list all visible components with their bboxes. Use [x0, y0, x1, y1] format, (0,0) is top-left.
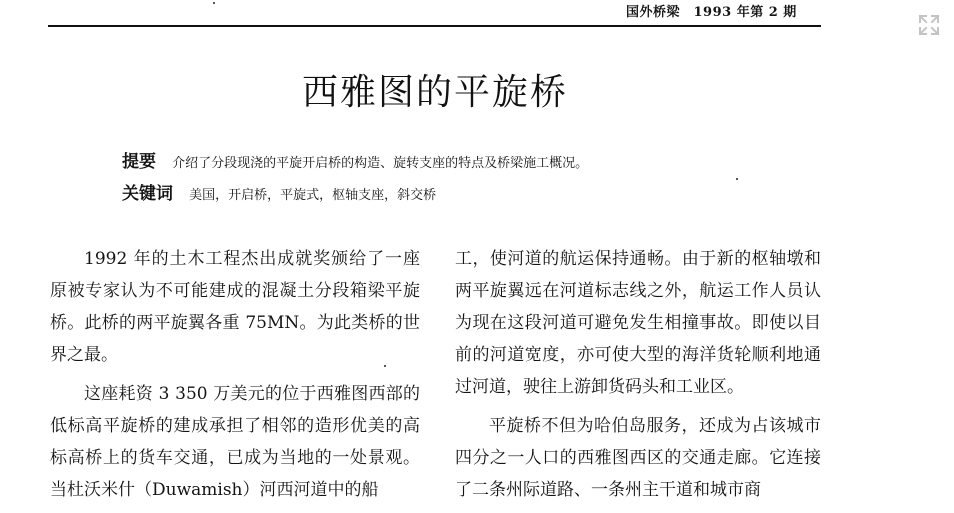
abstract-text: 介绍了分段现浇的平旋开启桥的构造、旋转支座的特点及桥梁施工概况。 [172, 156, 589, 171]
keywords-label: 关键词 [122, 184, 173, 204]
paragraph: 1992 年的土木工程杰出成就奖颁给了一座原被专家认为不可能建成的混凝土分段箱梁平旋桥。此桥的两平旋翼各重 75MN。为此类桥的世界之最。 [50, 249, 420, 365]
scan-speck [736, 178, 738, 180]
expand-icon[interactable] [918, 14, 940, 36]
keywords-text: 美国，开启桥，平旋式，枢轴支座，斜交桥 [189, 188, 437, 203]
abstract-row [122, 150, 588, 174]
keywords-row [122, 182, 436, 206]
scan-speck [213, 2, 215, 4]
paragraph: 平旋桥不但为哈伯岛服务，还成为占该城市四分之一人口的西雅图西区的交通走廊。它连接了二条州际道路、一条州主干道和城市商 [455, 416, 821, 500]
abstract-label: 提要 [122, 152, 156, 172]
body-column-right [455, 243, 821, 513]
header-rule [48, 25, 821, 27]
paragraph: 工，使河道的航运保持通畅。由于新的枢轴墩和两平旋翼远在河道标志线之外，航运工作人员认为现在这段河道可避免发生相撞事故。即使以目前的河道宽度，亦可使大型的海洋货轮顺利地通过河道，驶往上游卸货码头和工业区。 [455, 249, 821, 397]
paragraph: 这座耗资 3 350 万美元的位于西雅图西部的低标高平旋桥的建成承担了相邻的造形优美的高标高桥上的货车交通，已成为当地的一处景观。当杜沃米什（Duwamish）河西河道中的船 [50, 384, 420, 500]
article-title: 西雅图的平旋桥 [301, 72, 568, 113]
body-column-left [50, 243, 420, 513]
journal-header: 国外桥梁 1993 年第 2 期 [626, 5, 797, 20]
